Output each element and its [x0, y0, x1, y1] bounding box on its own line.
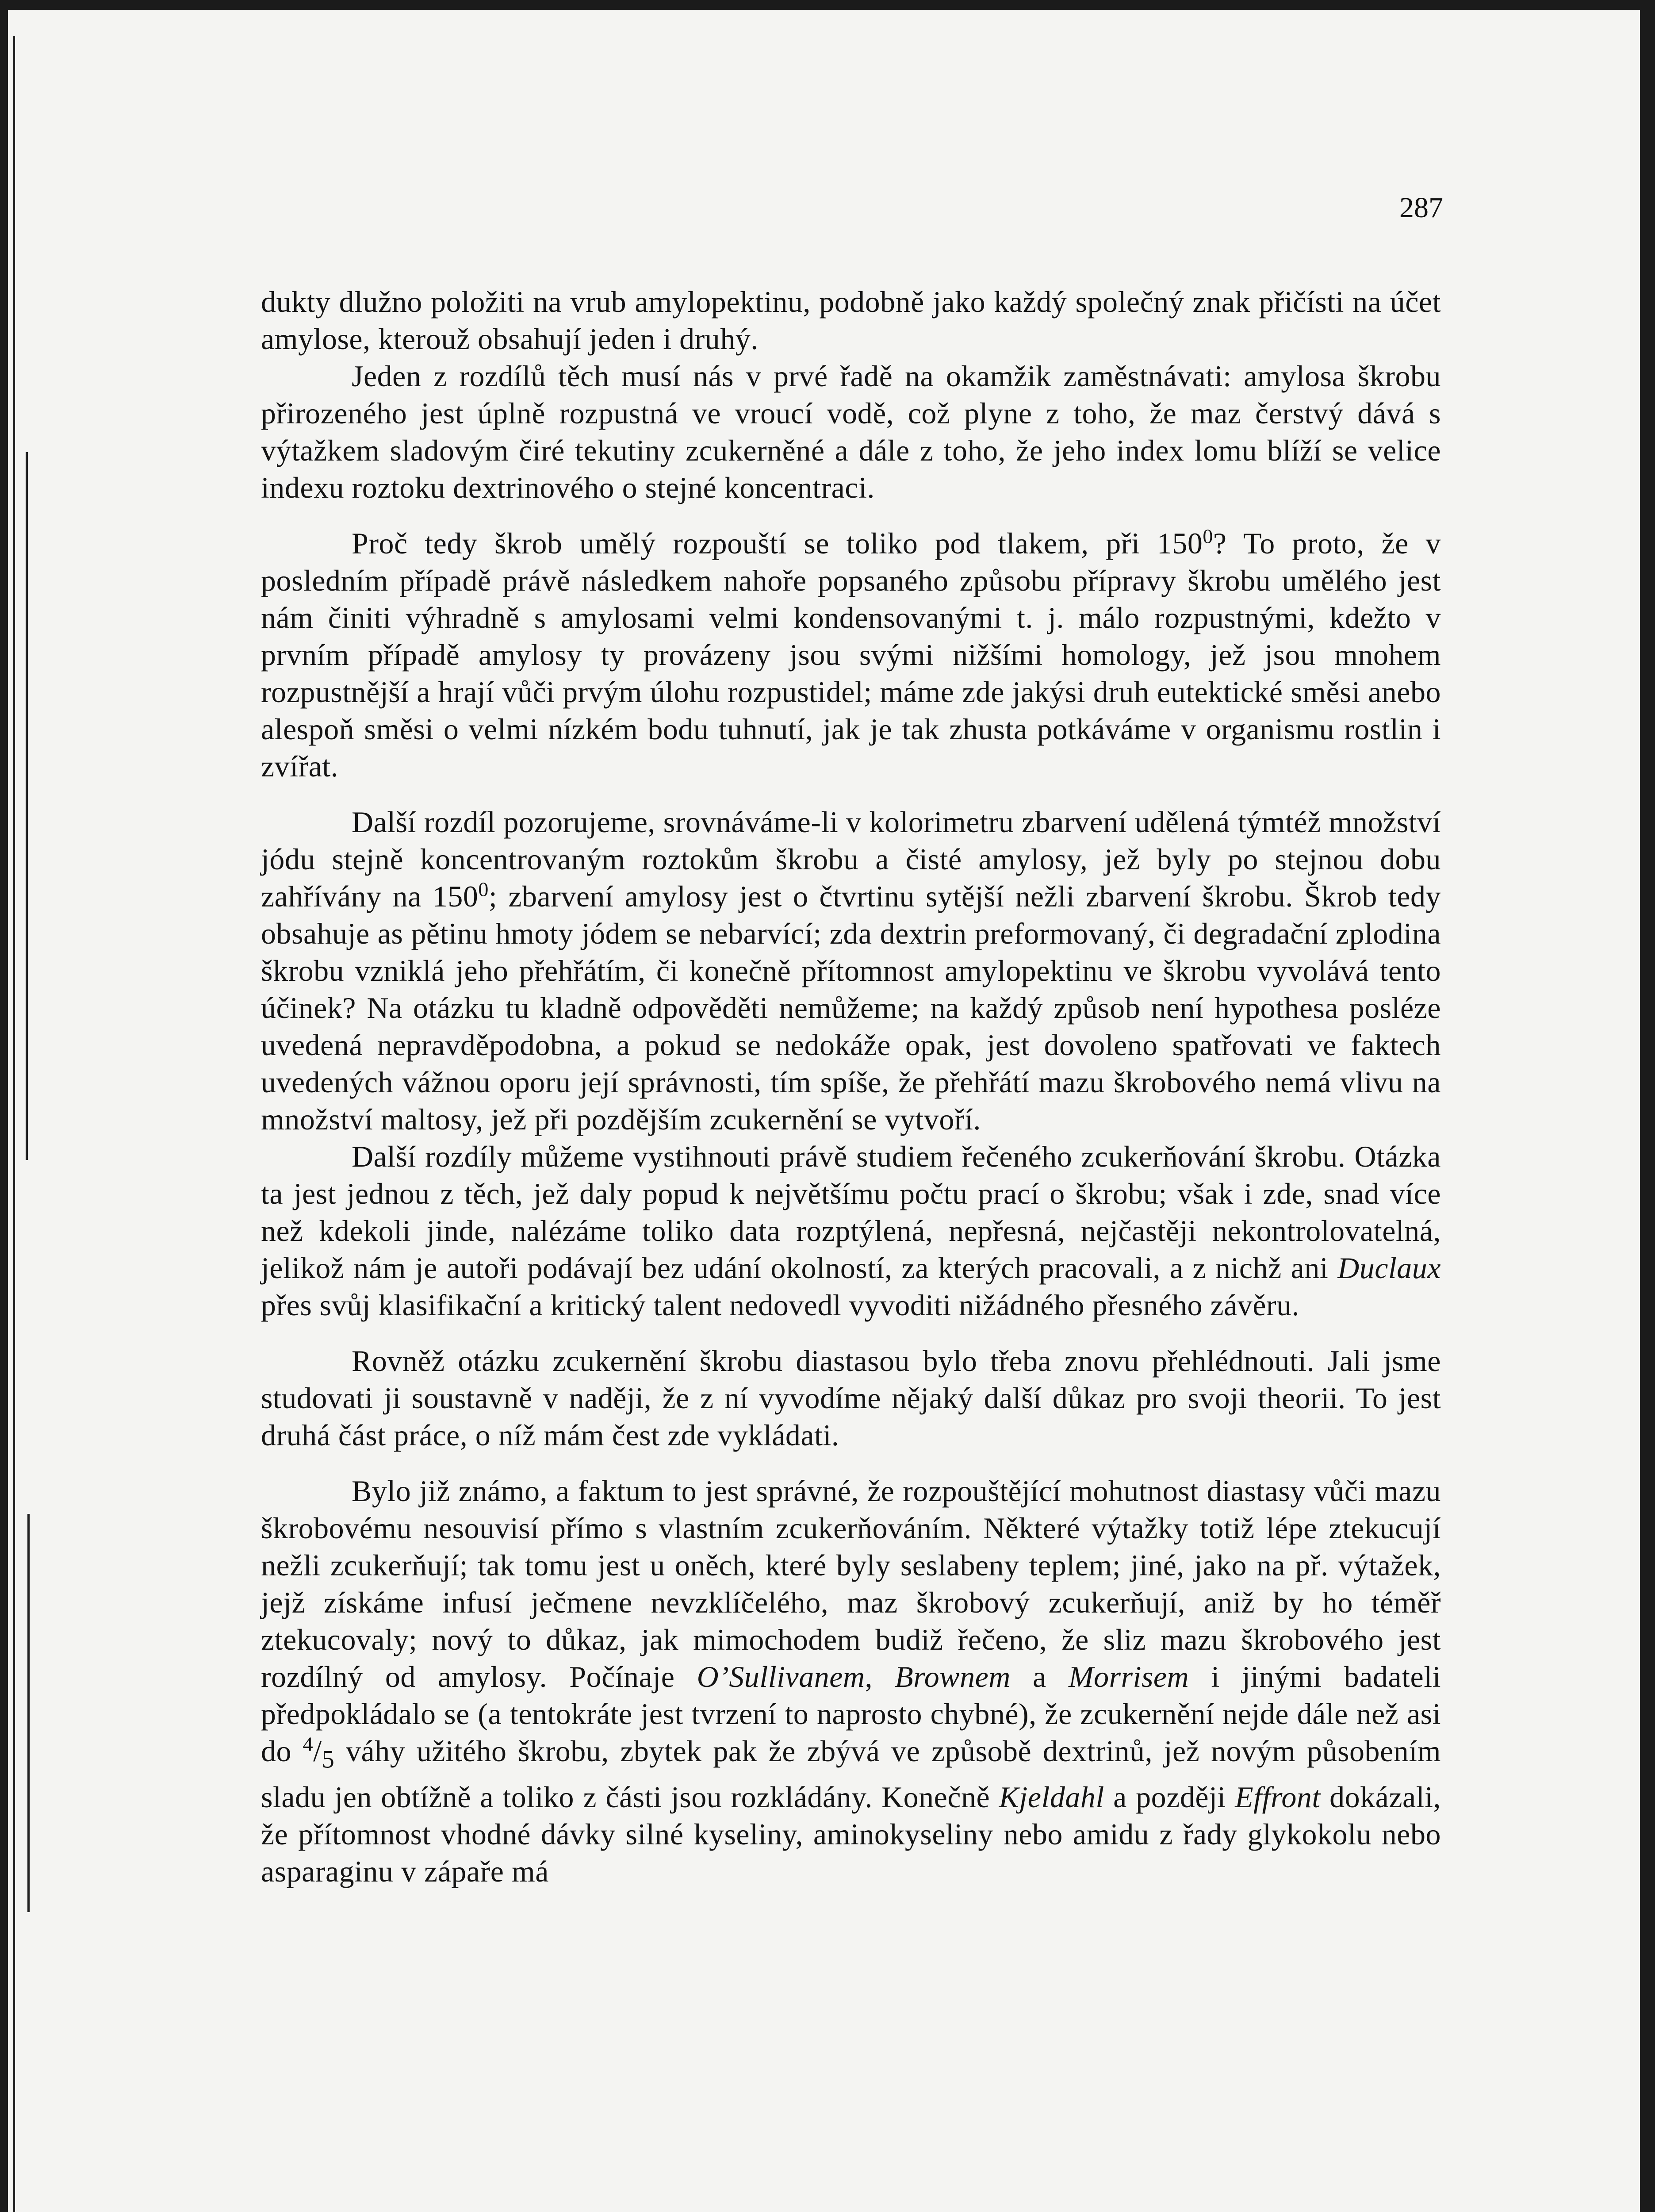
text-run: Rovněž otázku zcukernění škrobu diastasou bylo třeba znovu přehlédnouti. Jali jsme studovati ji soustavně v naději, že z ní vyvodíme nějaký další důkaz pro svoji theorii. To jest druhá část práce, o níž mám čest zde vykládati. [261, 1344, 1441, 1452]
text-run: přes svůj klasifikační a kritický talent nedovedl vyvoditi nižádného přesného závěru. [261, 1288, 1300, 1322]
text-run: Jeden z rozdílů těch musí nás v prvé řadě na okamžik zaměstnávati: amylosa škrobu přirozeného jest úplně rozpustná ve vroucí vodě, což plyne z toho, že maz čerstvý dává s výtažkem sladovým čiré tekutiny zcukerněné a dále z toho, že jeho index lomu blíží se velice indexu roztoku dextrinového o stejné koncentraci. [261, 359, 1441, 504]
paragraph [261, 1138, 1441, 1324]
binding-edge-mark [27, 1514, 30, 1912]
author-name: Brownem [895, 1660, 1011, 1694]
author-name: Effront [1235, 1780, 1321, 1814]
author-name: Morrisem [1068, 1660, 1189, 1694]
text-run: ; zbarvení amylosy jest o čtvrtinu sytější nežli zbarvení škrobu. Škrob tedy obsahuje as pětinu hmoty jódem se nebarvící; zda dextrin preformovaný, či degradační zplodina škrobu vzniklá jeho přehřátím, či konečně přítomnost amylopektinu ve škrobu vyvolává tento účinek? Na otázku tu kladně odpověděti nemůžeme; na každý způsob není hypothesa posléze uvedená nepravděpodobna, a pokud se nedokáže opak, jest dovoleno spatřovati ve faktech uvedených vážnou oporu její správnosti, tím spíše, že přehřátí mazu škrobového nemá vlivu na množství maltosy, jež při pozdějším zcukernění se vytvoří. [261, 879, 1441, 1136]
text-run: Další rozdíl pozorujeme, srovnáváme-li v kolorimetru zbarvení udělená týmtéž množství jódu stejně koncentrovaným roztokům škrobu a čisté amylosy, jež byly po stejnou dobu zahřívány na 150 [261, 805, 1441, 913]
text-run: a [1010, 1660, 1069, 1694]
text-run: i jinými badateli předpokládalo se (a tentokráte jest tvrzení to naprosto chybné), že zcukernění nejde dále než asi do [261, 1660, 1441, 1768]
scanned-page [8, 10, 1640, 2212]
text-run: dokázali, že přítomnost vhodné dávky silné kyseliny, aminokyseliny nebo amidu z řady glykokolu nebo asparaginu v zápaře má [261, 1780, 1441, 1888]
paragraph [261, 525, 1441, 785]
text-run: , [865, 1660, 895, 1694]
text-run: a později [1104, 1780, 1235, 1814]
author-name: Duclaux [1337, 1251, 1441, 1285]
superscript: 0 [1203, 525, 1213, 548]
subscript: 5 [322, 1746, 335, 1774]
paragraph [261, 357, 1441, 506]
author-name: O’Sullivanem [697, 1660, 865, 1694]
text-run: Další rozdíly můžeme vystihnouti právě studiem řečeného zcukerňování škrobu. Otázka ta jest jednou z těch, jež daly popud k největšímu počtu prací o škrobu; však i zde, snad více než kdekoli jinde, nalézáme toliko data rozptýlená, nepřesná, nejčastěji nekontrolovatelná, jelikož nám je autoři podávají bez udání okolností, za kterých pracovali, a z nichž ani [261, 1140, 1441, 1285]
paragraph [261, 1472, 1441, 1890]
text-run: / [313, 1734, 322, 1768]
text-run: váhy užitého škrobu, zbytek pak že zbývá ve způsobě dextrinů, jež novým působením sladu jen obtížně a toliko z části jsou rozkládány. Konečně [261, 1734, 1441, 1814]
paragraph [261, 1342, 1441, 1454]
paragraph [261, 803, 1441, 1138]
text-run: ? To proto, že v posledním případě právě následkem nahoře popsaného způsobu přípravy škrobu umělého jest nám činiti výhradně s amylosami velmi kondensovanými t. j. málo rozpustnými, kdežto v prvním případě amylosy ty provázeny jsou svými nižšími homology, jež jsou mnohem rozpustnější a hrají vůči prvým úlohu rozpustidel; máme zde jakýsi druh eutektické směsi anebo alespoň směsi o velmi nízkém bodu tuhnutí, jak je tak zhusta potkáváme v organismu rostlin i zvířat. [261, 526, 1441, 783]
author-name: Kjeldahl [999, 1780, 1104, 1814]
page-number: 287 [1399, 192, 1443, 224]
text-run: Proč tedy škrob umělý rozpouští se toliko pod tlakem, při 150 [352, 526, 1203, 560]
superscript: 4 [303, 1732, 314, 1755]
binding-edge-mark [26, 452, 28, 1160]
superscript: 0 [478, 878, 489, 901]
paragraph [261, 283, 1441, 357]
binding-edge-line [13, 36, 15, 2212]
text-run: dukty dlužno položiti na vrub amylopektinu, podobně jako každý společný znak přičísti na účet amylose, kterouž obsahují jeden i druhý. [261, 285, 1441, 356]
body-text [261, 283, 1441, 1890]
text-run: Bylo již známo, a faktum to jest správné, že rozpouštějící mohutnost diastasy vůči mazu škrobovému nesouvisí přímo s vlastním zcukerňováním. Některé výtažky totiž lépe ztekucují nežli zcukerňují; tak tomu jest u oněch, které byly seslabeny teplem; jiné, jako na př. výtažek, jejž získáme infusí ječmene nevzklíčelého, maz škrobový zcukerňují, aniž by ho téměř ztekucovaly; nový to důkaz, jak mimochodem budiž řečeno, že sliz mazu škrobového jest rozdílný od amylosy. Počínaje [261, 1474, 1441, 1694]
